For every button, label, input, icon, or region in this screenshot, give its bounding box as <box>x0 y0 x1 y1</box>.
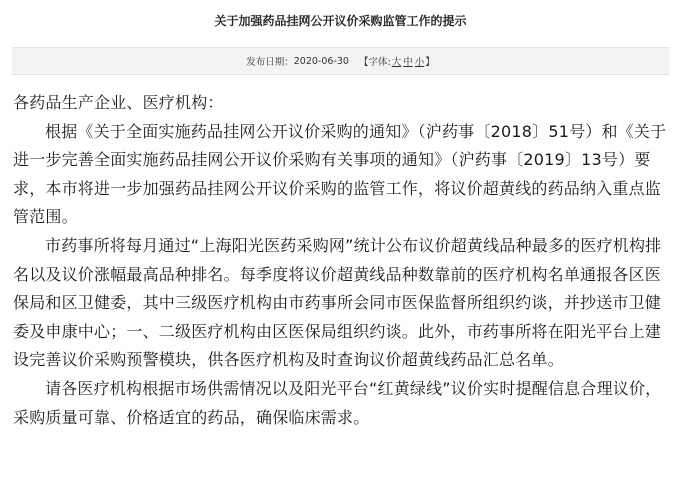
article-title: 关于加强药品挂网公开议价采购监管工作的提示 <box>214 14 467 28</box>
font-size-medium-link[interactable]: 中 <box>403 57 413 68</box>
article-body <box>13 89 677 432</box>
publish-date: 2020-06-30 <box>293 55 349 67</box>
font-size-large-link[interactable]: 大 <box>391 57 402 68</box>
publish-meta-bar <box>12 47 669 75</box>
publish-date-label: 发布日期： <box>246 57 294 68</box>
paragraph-2: 市药事所将每月通过“上海阳光医药采购网”统计公布议价超黄线品种最多的医疗机构排名以及议价涨幅最高品种排名。每季度将议价超黄线品种数靠前的医疗机构名单通报各区医保局和区卫健委，其中三级医疗机构由市药事所会同市医保监督所组织约谈，并抄送市卫健委及申康中心；一、二级医疗机构由区医保局组织约谈。此外，市药事所将在阳光平台上建设完善议价采购预警模块，供各医疗机构及时查询议价超黄线药品汇总名单。 <box>13 235 662 370</box>
font-size-label-open: 【字体: <box>358 57 391 68</box>
font-size-small-link[interactable]: 小 <box>414 57 425 68</box>
paragraph-3: 请各医疗机构根据市场供需情况以及阳光平台“红黄绿线”议价实时提醒信息合理议价，采购质量可靠、价格适宜的药品，确保临床需求。 <box>13 378 662 427</box>
salutation: 各药品生产企业、医疗机构： <box>13 93 224 112</box>
paragraph-1: 根据《关于全面实施药品挂网公开议价采购的通知》（沪药事〔2018〕51号）和《关于进一步完善全面实施药品挂网公开议价采购有关事项的通知》（沪药事〔2019〕13号）要求，本市将进一步加强药品挂网公开议价采购的监管工作，将议价超黄线的药品纳入重点监管范围。 <box>13 121 667 227</box>
font-size-label-close: 】 <box>425 57 435 68</box>
